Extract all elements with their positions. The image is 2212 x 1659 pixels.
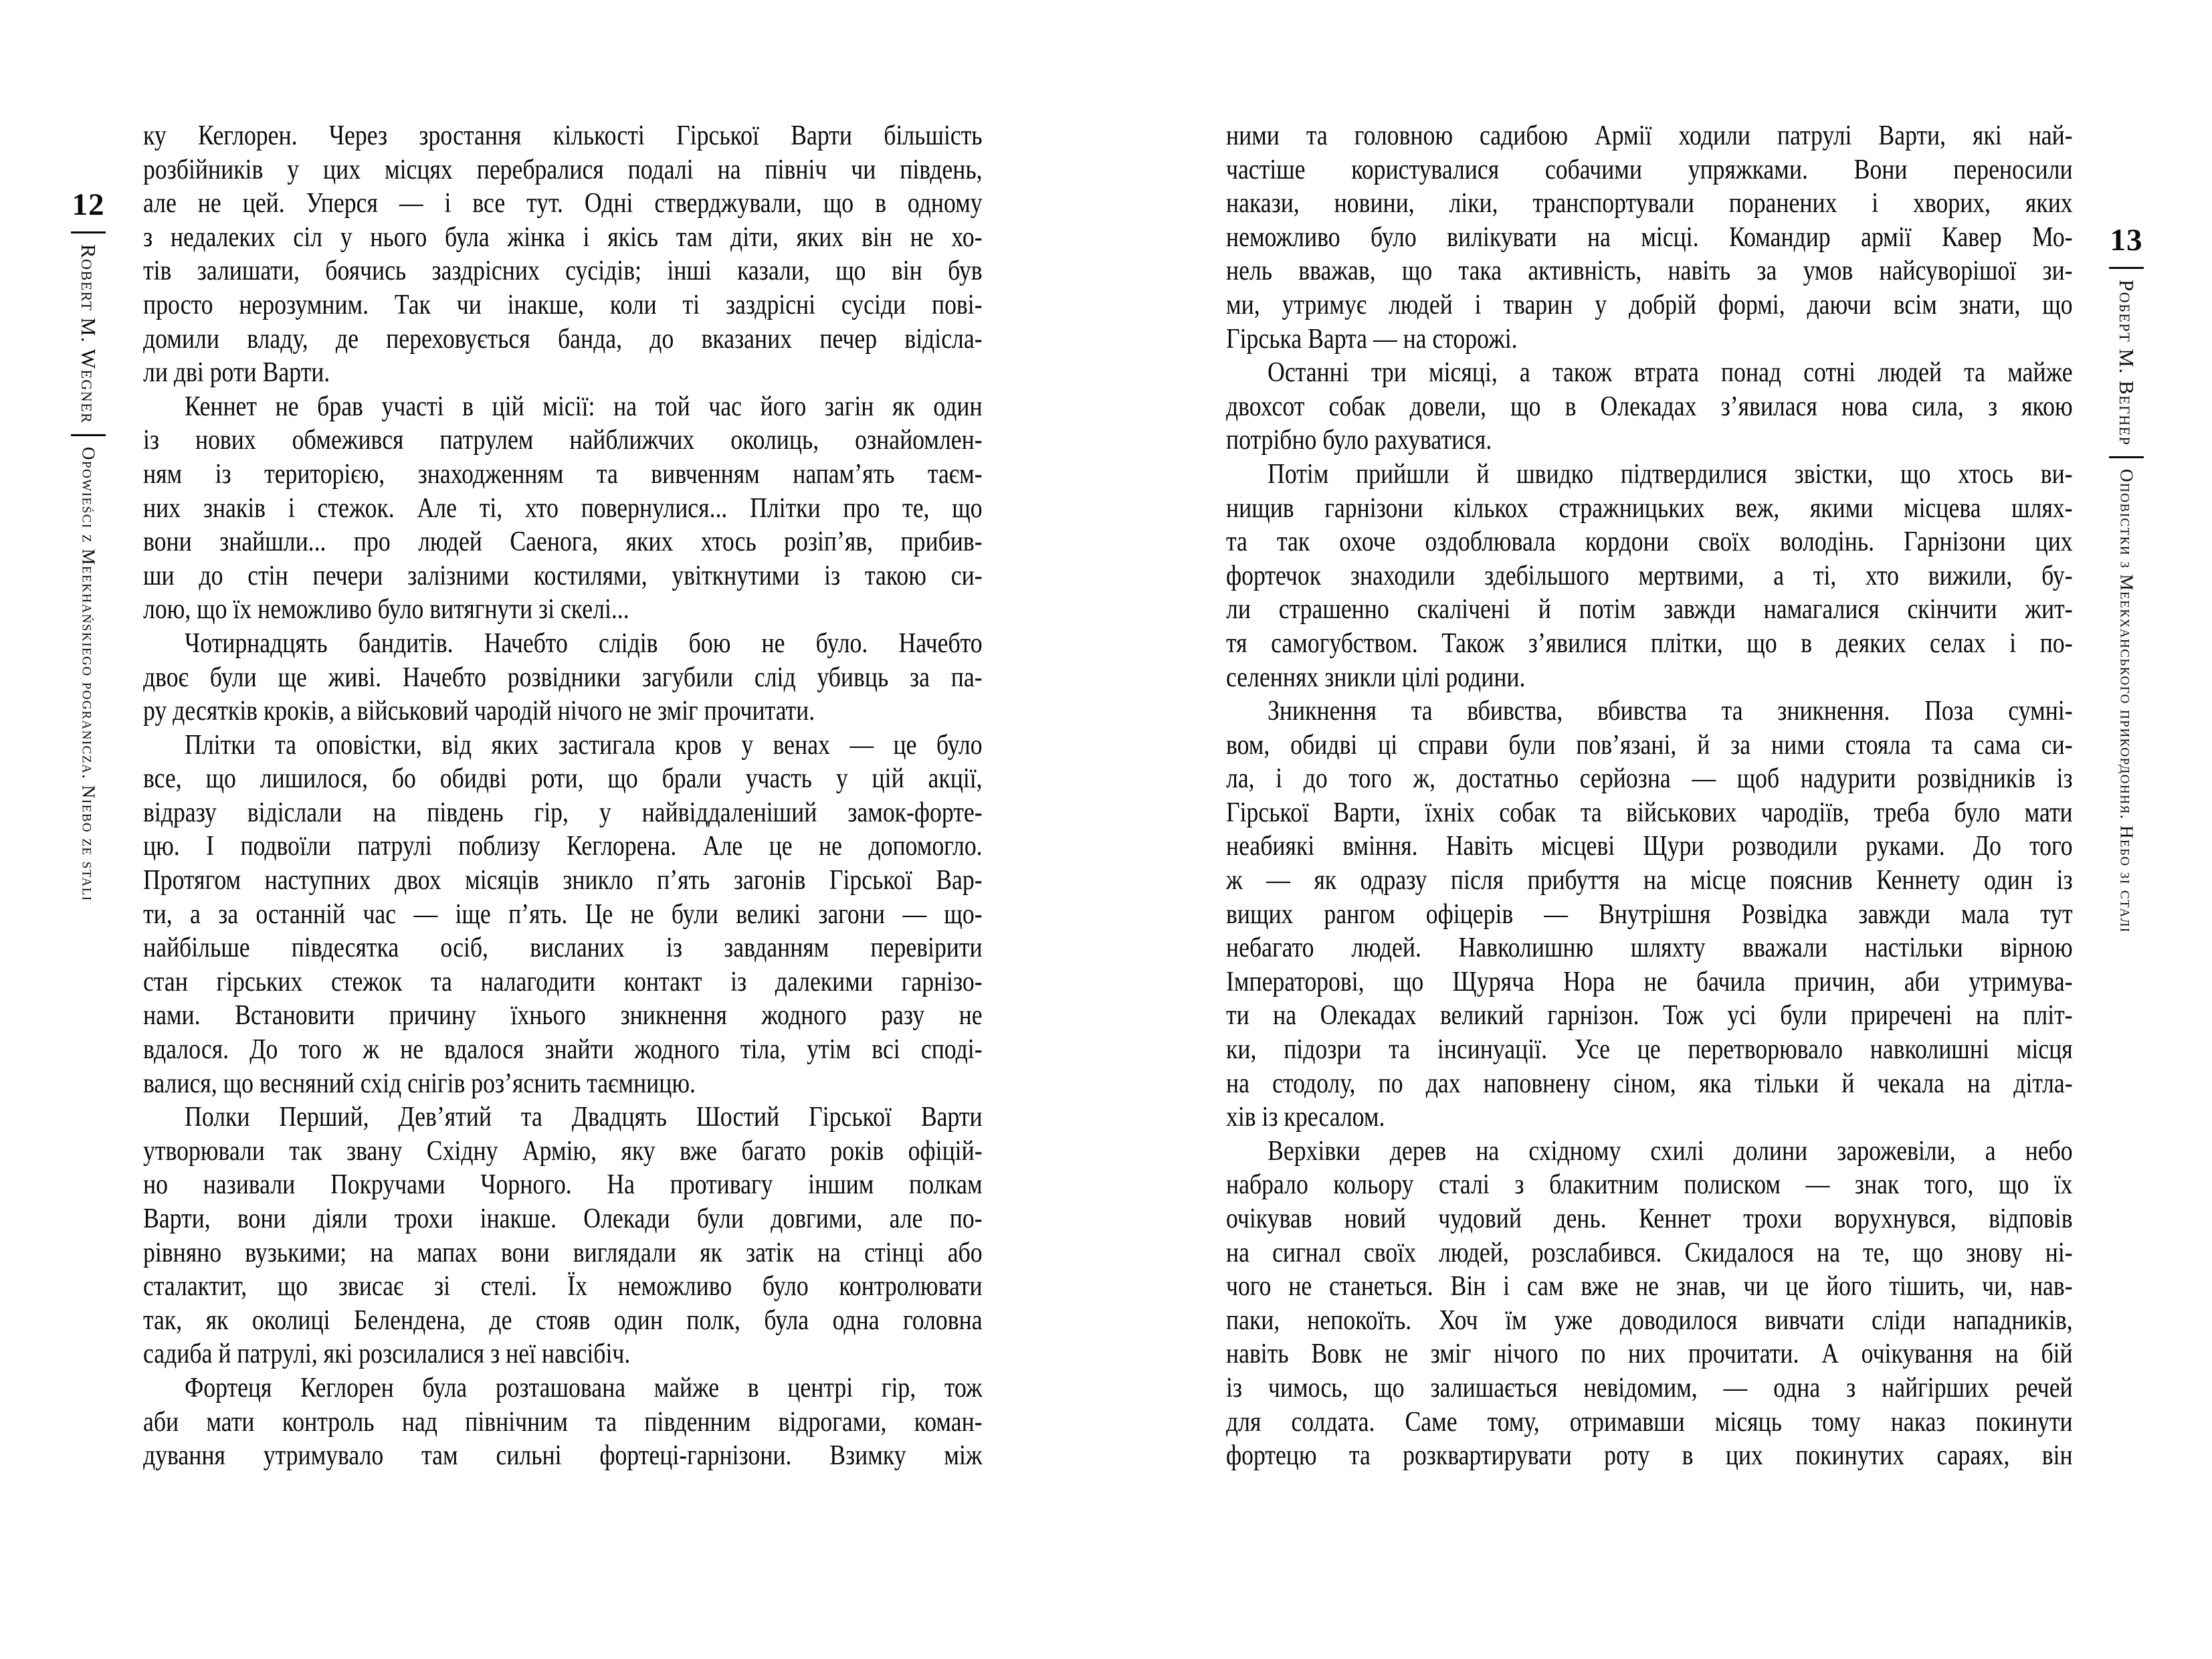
text-line: тя самогубством. Також з’явилися плітки, що в деяких селах і по-: [1226, 627, 2073, 659]
text-line: садиба й патрулі, які розсилалися з неї навсібіч.: [143, 1339, 631, 1370]
text-line: аби мати контроль над північним та південним відрогами, коман-: [143, 1406, 983, 1438]
text-line: Варти, вони діяли трохи інакше. Олекади були довгими, але по-: [143, 1203, 983, 1234]
text-line: ними та головною садибою Армії ходили патрулі Варти, які най-: [1226, 120, 2073, 151]
text-line: та так охоче оздоблювала кордони своїх володінь. Гарнізони цих: [1226, 526, 2073, 558]
text-line: ки, підозри та інсинуації. Усе це перетворювало навколишні місця: [1226, 1034, 2073, 1066]
text-line: ши до стін печери залізними костилями, увіткнутими із такою си-: [143, 560, 983, 591]
text-line: розбійників у цих місцях перебралися подалі на північ чи південь,: [143, 154, 983, 185]
text-line: Потім прийшли й швидко підтвердилися звістки, що хтось ви-: [1268, 458, 2073, 490]
text-line: утворювали так звану Східну Армію, яку вже багато років офіцій-: [143, 1135, 983, 1167]
text-line: небагато людей. Навколишню шляхту вважали настільки вірною: [1226, 933, 2073, 964]
left-page-text-block: [143, 119, 983, 1473]
text-line: них знаків і стежок. Але ті, хто повернулися... Плітки про те, що: [143, 492, 983, 524]
text-line: ж — як одразу після прибуття на місце пояснив Кеннету один із: [1226, 865, 2073, 896]
text-line: Імператорові, що Щуряча Нора не бачила причин, аби утримува-: [1226, 966, 2073, 997]
text-line: все, що лишилося, бо обидві роти, що брали участь у цій акції,: [143, 763, 983, 795]
text-line: паки, непокоїть. Хоч їм уже доводилося вивчати сліди нападників,: [1226, 1304, 2073, 1336]
left-page-number: 12: [72, 187, 105, 222]
text-line: дування утримувало там сильні фортеці-гарнізони. Взимку між: [143, 1440, 983, 1472]
text-line: хів із кресалом.: [1226, 1102, 1385, 1133]
text-line: Останні три місяці, а також втрата понад сотні людей та майже: [1268, 357, 2073, 389]
text-line: вом, обидві ці справи були пов’язані, й за ними стояла та сама си-: [1226, 729, 2073, 761]
text-line: Верхівки дерев на східному схилі долини зарожевіли, а небо: [1268, 1135, 2073, 1167]
text-line: вищих рангом офіцерів — Внутрішня Розвідка завжди мала тут: [1226, 898, 2073, 930]
text-line: Фортеця Кеглорен була розташована майже в центрі гір, тож: [185, 1372, 983, 1403]
text-line: Полки Перший, Дев’ятий та Двадцять Шостий Гірської Варти: [185, 1102, 983, 1133]
text-line: фортечок знаходили здебільшого мертвими, а ті, хто вижили, бу-: [1226, 560, 2073, 591]
text-line: відразу відіслали на південь гір, у найвіддаленіший замок-форте-: [143, 797, 983, 828]
text-line: неабиякі вміння. Навіть місцеві Щури розводили руками. До того: [1226, 831, 2073, 862]
text-line: лою, що їх неможливо було витягнути зі скелі...: [143, 594, 629, 625]
text-line: чого не станеться. Він і сам вже не знав, чи це його тішить, чи, нав-: [1226, 1271, 2073, 1302]
right-margin-column: [2104, 225, 2148, 933]
text-line: стан гірських стежок та налагодити контакт із далекими гарнізо-: [143, 966, 983, 997]
text-line: ми, утримує людей і тварин у добрій формі, даючи всім знати, що: [1226, 289, 2073, 320]
text-line: двохсот собак довели, що в Олекадах з’явилася нова сила, з якою: [1226, 391, 2073, 422]
right-margin-author-name: Роберт М. Вегнер: [2115, 280, 2138, 446]
text-line: селеннях зникли цілі родини.: [1226, 662, 1526, 693]
text-line: фортецю та розквартирувати роту в цих покинутих сараях, він: [1226, 1440, 2073, 1472]
text-line: ти на Олекадах великий гарнізон. Тож усі були приречені на пліт-: [1226, 1000, 2073, 1032]
left-margin-series-title: Opowieści z Meekhańskiego pogranicza. Niebo ze stali: [78, 447, 99, 902]
text-line: вдалося. До того ж не вдалося знайти жодного тіла, утім всі споді-: [143, 1034, 983, 1066]
left-margin-column: [66, 189, 110, 902]
text-line: Чотирнадцять бандитів. Начебто слідів бою не було. Начебто: [185, 627, 983, 659]
text-line: Гірської Варти, їхніх собак та військових чародіїв, треба було мати: [1226, 797, 2073, 828]
text-line: вони знайшли... про людей Саенога, яких хтось розіп’яв, прибив-: [143, 526, 983, 558]
right-page-number: 13: [2110, 223, 2143, 258]
text-line: Гірська Варта — на сторожі.: [1226, 323, 1518, 355]
text-line: але не цей. Уперся — і все тут. Одні стверджували, що в одному: [143, 188, 983, 219]
margin-divider-line: [71, 231, 106, 233]
text-line: найбільше півдесятка осіб, висланих із завданням перевірити: [143, 933, 983, 964]
text-line: Кеннет не брав участі в цій місії: на той час його загін як один: [185, 391, 983, 422]
margin-divider-line: [2109, 456, 2144, 458]
text-line: домили владу, де переховується банда, до вказаних печер відісла-: [143, 323, 983, 355]
text-line: сталактит, що звисає зі стелі. Їх неможливо було контролювати: [143, 1271, 983, 1302]
text-line: ли страшенно скалічені й потім завжди намагалися скінчити жит-: [1226, 594, 2073, 625]
text-line: нель вважав, що така активність, навіть за умов найсуворішої зи-: [1226, 256, 2073, 287]
text-line: неможливо було вилікувати на місці. Командир армії Кавер Мо-: [1226, 221, 2073, 253]
right-page-text-block: [1226, 119, 2073, 1473]
text-line: на сигнал своїх людей, розслабився. Скидалося на те, що знову ні-: [1226, 1237, 2073, 1268]
text-line: ру десятків кроків, а військовий чародій нічого не зміг прочитати.: [143, 696, 815, 727]
text-line: цю. І подвоїли патрулі поблизу Кеглорена. Але це не допомогло.: [143, 831, 983, 862]
right-margin-series-title: Оповістки з Меекханського прикордоння. Небо зі сталі: [2116, 469, 2137, 934]
text-line: навіть Вовк не зміг нічого по них прочитати. А очікування на бій: [1226, 1339, 2073, 1370]
text-line: накази, новини, ліки, транспортували поранених і хворих, яких: [1226, 188, 2073, 219]
text-line: ням із територією, знаходженням та вивченням напам’ять таєм-: [143, 458, 983, 490]
margin-divider-line: [2109, 267, 2144, 269]
text-line: ла, і до того ж, достатньо серйозна — щоб надурити розвідників із: [1226, 763, 2073, 795]
text-line: набрало кольору сталі з блакитним полиском — знак того, що їх: [1226, 1169, 2073, 1201]
text-line: із чимось, що залишається невідомим, — одна з найгірших речей: [1226, 1372, 2073, 1403]
text-line: просто нерозумним. Так чи інакше, коли ті заздрісні сусіди пові-: [143, 289, 983, 320]
text-line: частіше користувалися собачими упряжками. Вони переносили: [1226, 154, 2073, 185]
margin-divider-line: [71, 434, 106, 436]
text-line: рівняно вузькими; на мапах вони виглядали як затік на стінці або: [143, 1237, 983, 1268]
text-line: очікував новий чудовий день. Кеннет трохи ворухнувся, відповів: [1226, 1203, 2073, 1234]
text-line: Зникнення та вбивства, вбивства та зникнення. Поза сумні-: [1268, 696, 2073, 727]
text-line: потрібно було рахуватися.: [1226, 425, 1492, 456]
text-line: нами. Встановити причину їхнього зникнення жодного разу не: [143, 1000, 983, 1032]
text-line: ли дві роти Варти.: [143, 357, 330, 389]
text-line: тів залишати, боячись заздрісних сусідів; інші казали, що він був: [143, 256, 983, 287]
text-line: для солдата. Саме тому, отримавши місяць тому наказ покинути: [1226, 1406, 2073, 1438]
text-line: валися, що весняний схід снігів роз’яснить таємницю.: [143, 1068, 696, 1099]
text-line: Протягом наступних двох місяців зникло п’ять загонів Гірської Вар-: [143, 865, 983, 896]
text-line: із нових обмежився патрулем найближчих околиць, ознайомлен-: [143, 425, 983, 456]
text-line: на стодолу, по дах наповнену сіном, яка тільки й чекала на дітла-: [1226, 1068, 2073, 1099]
text-line: но називали Покручами Чорного. На противагу іншим полкам: [143, 1169, 983, 1201]
text-line: Плітки та оповістки, від яких застигала кров у венах — це було: [185, 729, 983, 761]
text-line: ти, а за останній час — іще п’ять. Це не були великі загони — що-: [143, 898, 983, 930]
left-margin-author-name: Robert M. Wegner: [77, 244, 100, 424]
text-line: так, як околиці Белендена, де стояв один полк, була одна головна: [143, 1304, 983, 1336]
text-line: нищив гарнізони кількох стражницьких веж, якими місцева шлях-: [1226, 492, 2073, 524]
text-line: двоє були ще живі. Начебто розвідники загубили слід убивць за па-: [143, 662, 983, 693]
text-line: з недалеких сіл у нього була жінка і якісь там діти, яких він не хо-: [143, 221, 983, 253]
text-line: ку Кеглорен. Через зростання кількості Гірської Варти більшість: [143, 120, 983, 151]
